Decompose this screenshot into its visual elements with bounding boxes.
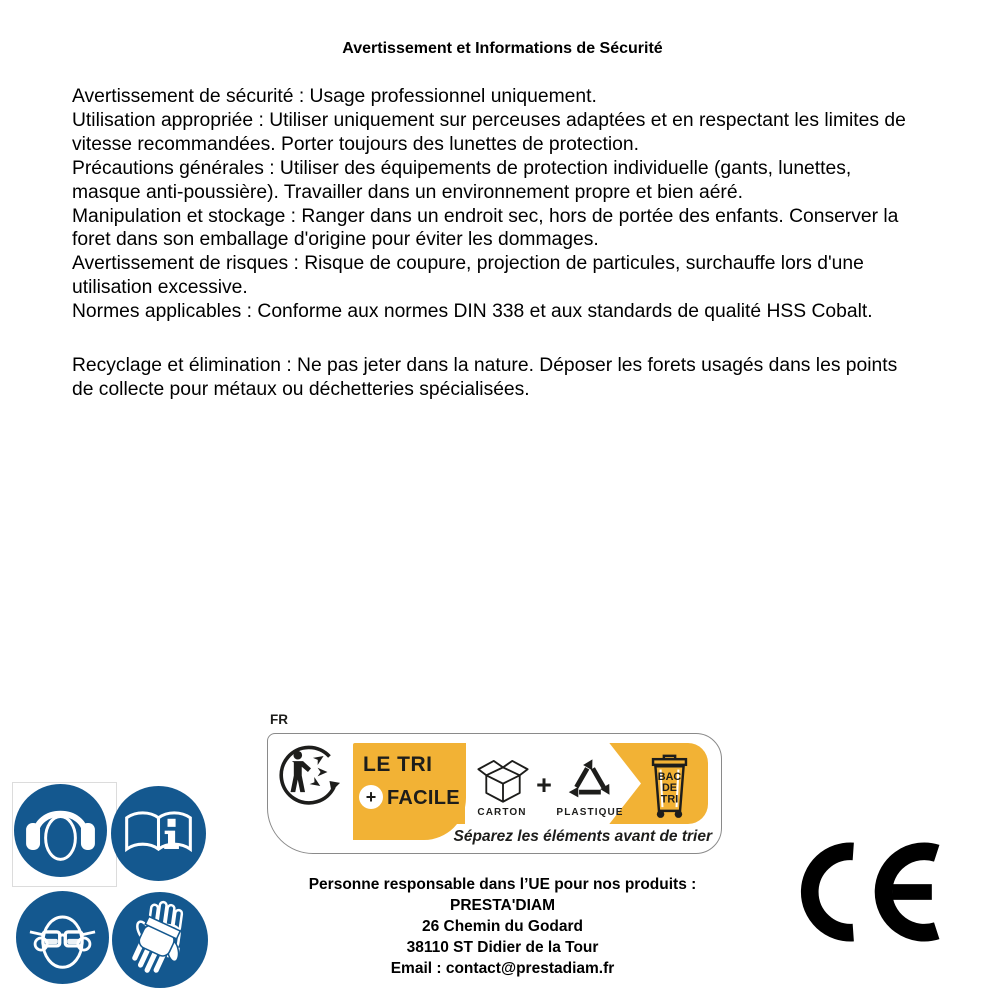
- info-tri-label: [267, 733, 722, 854]
- le-tri-facile-bubble: [353, 743, 466, 840]
- bin-word-bac: BAC: [657, 770, 682, 783]
- triman-country-code: FR: [270, 712, 288, 727]
- triman-icon: [276, 742, 342, 808]
- body-line: masque anti-poussière). Travailler dans un environnement propre et bien aéré.: [72, 181, 743, 203]
- body-line: utilisation excessive.: [72, 277, 248, 299]
- le-tri-text: LE TRI: [363, 753, 433, 776]
- body-line: de collecte pour métaux ou déchetteries spécialisées.: [72, 378, 530, 400]
- plastique-label: PLASTIQUE: [556, 807, 624, 818]
- ce-marking-icon: [798, 841, 946, 943]
- read-manual-icon: [111, 786, 206, 881]
- body-line: Précautions générales : Utiliser des équipements de protection individuelle (gants, lunettes,: [72, 157, 852, 179]
- safety-text-block: [72, 85, 906, 402]
- body-line: Utilisation appropriée : Utiliser uniquement sur perceuses adaptées et en respectant les limites de: [72, 109, 906, 131]
- body-line: foret dans son emballage d'origine pour éviter les dommages.: [72, 229, 599, 251]
- address-street: 26 Chemin du Godard: [421, 918, 584, 935]
- company-name: PRESTA'DIAM: [449, 897, 555, 914]
- body-line: Normes applicables : Conforme aux normes DIN 338 et aux standards de qualité HSS Cobalt.: [72, 301, 873, 323]
- body-line: vitesse recommandées. Porter toujours des lunettes de protection.: [72, 133, 639, 155]
- plus-sign: +: [536, 770, 552, 800]
- body-line: Avertissement de risques : Risque de coupure, projection de particules, surchauffe lors d'une: [72, 253, 864, 275]
- address-city: 38110 ST Didier de la Tour: [406, 939, 599, 956]
- carton-icon: [475, 753, 531, 805]
- page-title: Avertissement et Informations de Sécurité: [342, 39, 663, 57]
- body-line: Recyclage et élimination : Ne pas jeter dans la nature. Déposer les forets usagés dans les points: [72, 355, 898, 377]
- sorting-bin-icon: [646, 750, 693, 821]
- body-line: Avertissement de sécurité : Usage professionnel uniquement.: [72, 86, 597, 107]
- sorting-tagline: Séparez les éléments avant de trier: [453, 828, 712, 845]
- bin-word-tri: TRI: [660, 793, 679, 806]
- facile-text: FACILE: [387, 787, 460, 809]
- wear-ear-protection-icon: [14, 784, 107, 877]
- body-line: Manipulation et stockage : Ranger dans un endroit sec, hors de portée des enfants. Conserver la: [72, 205, 899, 227]
- plastic-recycling-icon: [564, 755, 616, 805]
- responsible-intro: Personne responsable dans l’UE pour nos produits :: [308, 876, 697, 893]
- contact-email: Email : contact@prestadiam.fr: [390, 960, 615, 977]
- carton-label: CARTON: [477, 807, 527, 818]
- bin-word-de: DE: [662, 782, 677, 795]
- plus-circle-icon: +: [359, 785, 383, 809]
